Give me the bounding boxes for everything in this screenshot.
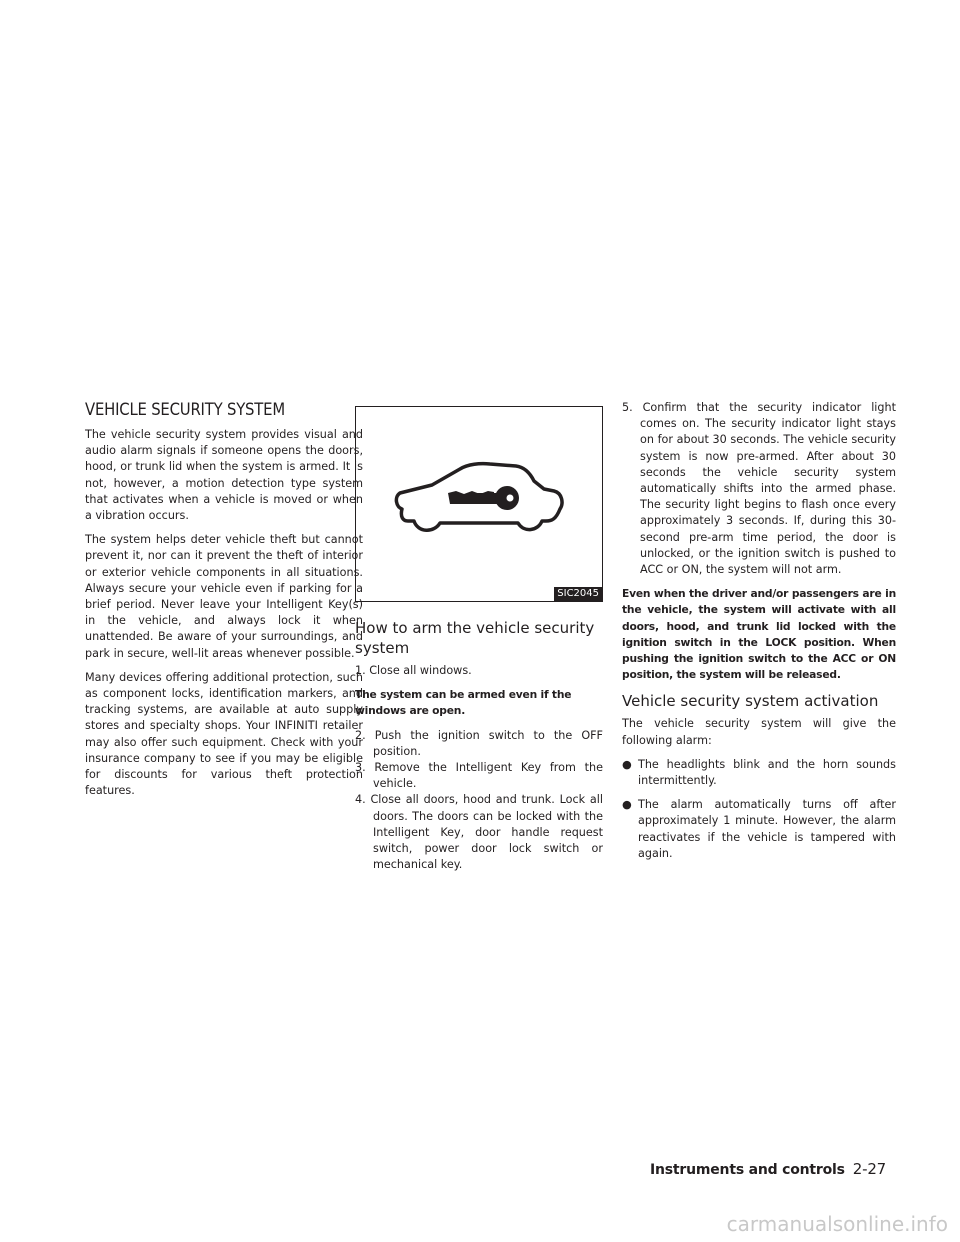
arm-steps-part2 — [355, 728, 603, 874]
watermark: carmanualsonline.info — [726, 1212, 948, 1236]
activation-heading: Vehicle security system activation — [622, 692, 879, 711]
arm-step-2: 2. Push the ignition switch to the OFF position. — [355, 728, 603, 758]
arm-step-1: 1. Close all windows. — [355, 664, 472, 677]
page-footer — [650, 1160, 886, 1178]
figure-car-key — [355, 406, 603, 602]
arm-note: The system can be armed even if the windows are open. — [355, 688, 572, 718]
page-number: 2-27 — [852, 1160, 887, 1178]
figure-code: SIC2045 — [554, 587, 602, 601]
deterrence-paragraph: The system helps deter vehicle theft but cannot prevent it, nor can it prevent the theft of interior or exterior vehicle components in all situations. Always secure your vehicle even if parking for a brief period. Never leave your Intelligent Key(s) in the vehicle, and always lock it when unattended. Be aware of your surroundings, and park in secure, well-lit areas whenever possible. — [85, 533, 363, 660]
column-1 — [85, 400, 363, 807]
activation-list — [622, 757, 896, 862]
arm-steps-part3 — [622, 400, 896, 578]
column-3 — [622, 400, 896, 870]
activation-item — [622, 757, 896, 789]
arm-step-5: 5. Confirm that the security indicator light comes on. The security indicator light stays on for about 30 seconds. The vehicle security system is now pre-armed. After about 30 seconds the vehicle security system automatically shifts into the armed phase. The security light begins to flash once every approximately 3 seconds. If, during this 30-second pre-arm time period, the door is unlocked, or the ignition switch is pushed to ACC or ON, the system will not arm. — [622, 401, 896, 577]
bullet-icon: ● — [622, 798, 632, 812]
activation-item — [622, 797, 896, 862]
arm-warning: Even when the driver and/or passengers are in the vehicle, the system will activate with all doors, hood, and trunk lid locked with the ignition switch in the LOCK position. When pushing the ignition switch to the ACC or ON position, the system will be released. — [622, 587, 896, 682]
arm-heading: How to arm the vehicle security system — [355, 619, 595, 657]
devices-paragraph: Many devices offering additional protection, such as component locks, identification markers, and tracking systems, are available at auto supply stores and specialty shops. Your INFINITI retailer may also offer such equipment. Check with your insurance company to see if you may be eligible for discounts for various theft protection features. — [85, 670, 363, 798]
car-key-icon — [356, 407, 602, 601]
intro-paragraph: The vehicle security system provides visual and audio alarm signals if someone opens the doors, hood, or trunk lid when the system is armed. It is not, however, a motion detection type system that activates when a vehicle is moved or when a vibration occurs. — [85, 428, 363, 523]
arm-step-3: 3. Remove the Intelligent Key from the vehicle. — [355, 761, 603, 791]
arm-steps-part1 — [355, 663, 603, 679]
activation-item-text: The alarm automatically turns off after approximately 1 minute. However, the alarm reactivates if the vehicle is tampered with again. — [638, 798, 896, 860]
arm-step-4: 4. Close all doors, hood and trunk. Lock all doors. The doors can be locked with the Intelligent Key, door handle request switch, power door lock switch or mechanical key. — [355, 793, 603, 872]
bullet-icon: ● — [622, 757, 632, 771]
section-title: VEHICLE SECURITY SYSTEM — [85, 400, 285, 419]
column-2 — [355, 400, 603, 881]
activation-intro: The vehicle security system will give the following alarm: — [622, 717, 896, 747]
activation-item-text: The headlights blink and the horn sounds intermittently. — [638, 757, 896, 788]
chapter-name: Instruments and controls — [650, 1162, 845, 1178]
